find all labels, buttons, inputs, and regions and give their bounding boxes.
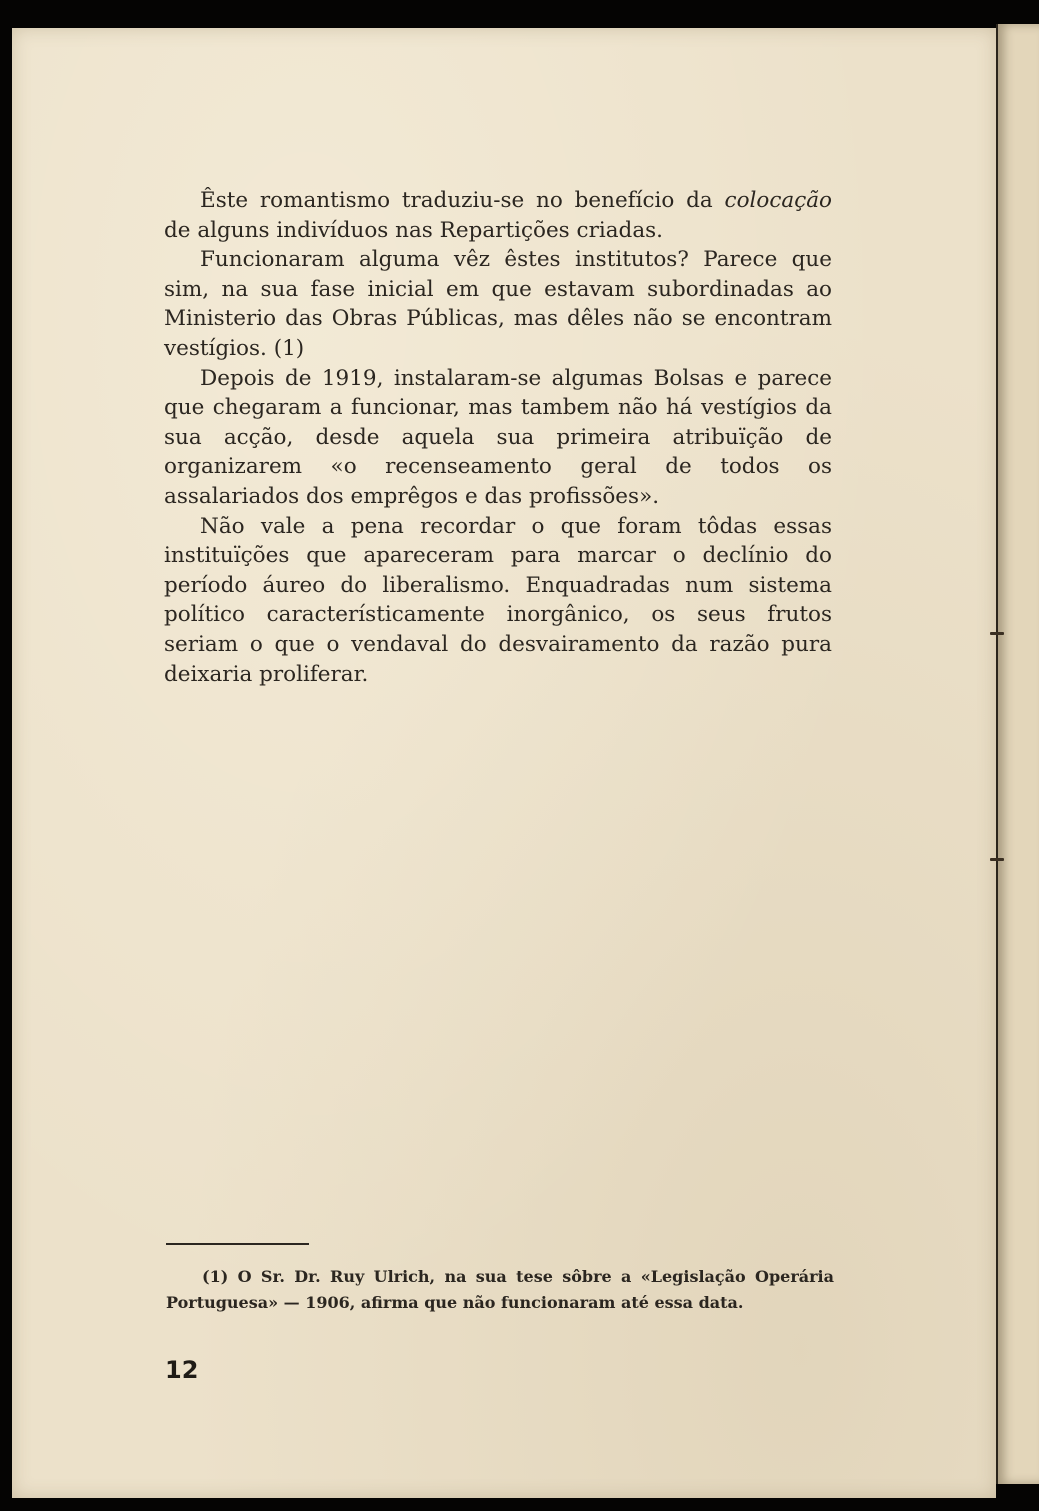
adjacent-page-edge <box>996 24 1039 1484</box>
paragraph-text: Funcionaram alguma vêz êstes institutos? Parece que sim, na sua fase inicial em que estavam subordinadas ao Ministerio das Obras Públicas, mas dêles não se encontram vestígios. (1) <box>164 247 832 361</box>
paragraph <box>164 186 832 245</box>
binding-thread-mark <box>990 632 1004 635</box>
paragraph-text: Depois de 1919, instalaram-se algumas Bolsas e parece que chegaram a funcionar, mas tambem não há vestígios da sua acção, desde aquela sua primeira atribuïção de organizarem «o recenseamento geral de todos os assalariados dos emprêgos e das profissões». <box>164 365 832 509</box>
paragraph-text: de alguns indivíduos nas Repartições criadas. <box>164 217 664 243</box>
footnote: (1) O Sr. Dr. Ruy Ulrich, na sua tese sôbre a «Legislação Operária Portuguesa» — 1906, afirma que não funcionaram até essa data. <box>166 1267 834 1312</box>
paragraph <box>164 364 832 512</box>
italic-word: colocação <box>724 188 832 213</box>
page-number: 12 <box>165 1356 199 1384</box>
binding-thread-mark <box>990 858 1004 861</box>
footnote-separator <box>166 1243 309 1245</box>
body-text <box>164 186 832 689</box>
paragraph <box>164 245 832 363</box>
paragraph-text: Não vale a pena recordar o que foram tôdas essas instituïções que apareceram para marcar o declínio do período áureo do liberalismo. Enquadradas num sistema político característicamente inorgânico, os seus frutos seriam o que o vendaval do desvairamento da razão pura deixaria proliferar. <box>164 513 832 687</box>
paragraph-text: Êste romantismo traduziu-se no benefício da <box>200 188 725 213</box>
paragraph <box>164 512 832 690</box>
